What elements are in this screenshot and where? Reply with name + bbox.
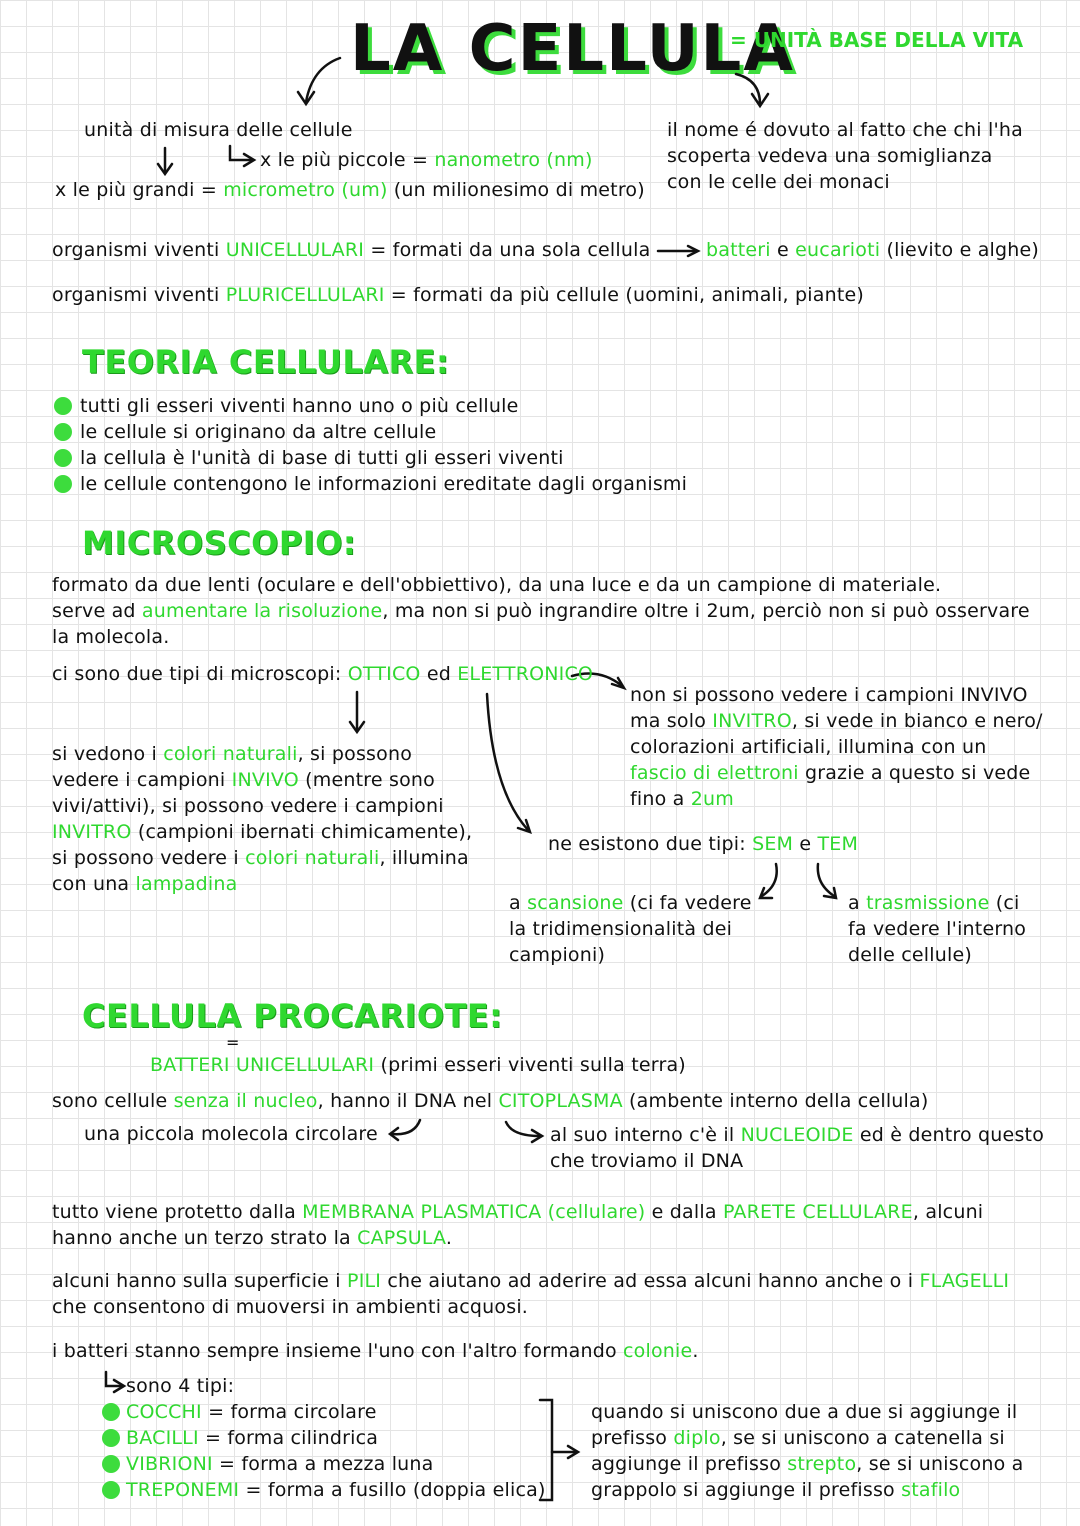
ott-4b: (campioni ibernati chimicamente),: [131, 821, 473, 843]
pref-3c: , se si uniscono a: [856, 1453, 1024, 1475]
ott-2c: (mentre sono: [298, 769, 435, 791]
teoria-item: tutti gli esseri viventi hanno uno o più cellule: [80, 395, 519, 417]
pref-4a: grappolo si aggiunge il prefisso: [591, 1479, 902, 1501]
uni-tail: (lievito e alghe): [880, 239, 1040, 261]
micro-p1: formato da due lenti (oculare e dell'obbiettivo), da una luce e da un campione di materiale.: [52, 574, 942, 596]
el-2b: INVITRO: [712, 710, 792, 732]
p6c: .: [692, 1340, 699, 1362]
sem-1b: scansione: [527, 892, 624, 914]
ott-5b: colori naturali: [245, 847, 380, 869]
form-item: [126, 1399, 377, 1425]
pluri-prefix: organismi viventi: [52, 284, 226, 306]
arrow-nucleoide: [506, 1122, 540, 1136]
sem-1a: a: [509, 892, 528, 914]
proc-p6: [52, 1338, 699, 1364]
p2c: (cellulare): [541, 1201, 646, 1223]
teoria-item: le cellule contengono le informazioni ereditate dagli organismi: [80, 473, 688, 495]
ottico-line5: [52, 845, 469, 871]
nuc-1b: NUCLEOIDE: [740, 1124, 854, 1146]
sem-line2: la tridimensionalità dei: [509, 918, 733, 940]
batteri-a: BATTERI UNICELLULARI: [150, 1054, 375, 1076]
el-2c: , si vede in bianco e nero/: [791, 710, 1043, 732]
two-sem: SEM: [752, 833, 794, 855]
elettronico-line5: [630, 786, 734, 812]
sem-tem-line: [548, 831, 858, 857]
unicellulari-line: [52, 237, 650, 263]
bullet-dot: [102, 1403, 120, 1421]
pref-2c: , se si uniscono a catenella si: [720, 1427, 1005, 1449]
two-a: ne esistono due tipi:: [548, 833, 753, 855]
nuc-1c: ed è dentro questo: [853, 1124, 1045, 1146]
microscopio-heading: MICROSCOPIO:: [82, 524, 357, 562]
form-name: COCCHI: [126, 1401, 202, 1423]
units-big-line: [55, 177, 645, 203]
name-origin-line1: il nome é dovuto al fatto che chi l'ha: [667, 119, 1023, 141]
p2b: MEMBRANA PLASMATICA: [302, 1201, 542, 1223]
micro-elettronico: ELETTRONICO: [457, 663, 594, 685]
p4c: che aiutano ad aderire ad essa alcuni hanno anche o i: [381, 1270, 920, 1292]
name-origin-line2: scoperta vedeva una somiglianza: [667, 145, 993, 167]
pref-2a: prefisso: [591, 1427, 674, 1449]
units-big-suffix: (un milionesimo di metro): [387, 179, 645, 201]
tem-line3: delle cellule): [848, 944, 972, 966]
bullet-dot: [54, 423, 72, 441]
two-e: e: [793, 833, 818, 855]
micro-p3: la molecola.: [52, 626, 170, 648]
ott-4a: INVITRO: [52, 821, 132, 843]
sem-line3: campioni): [509, 944, 606, 966]
pref-4b: stafilo: [901, 1479, 961, 1501]
micro-types: [52, 661, 593, 687]
form-name: TREPONEMI: [126, 1479, 240, 1501]
unicellulari-examples: [706, 237, 1039, 263]
proc-p2: [52, 1199, 983, 1225]
uni-eucarioti: eucarioti: [795, 239, 881, 261]
pref-3b: strepto: [787, 1453, 857, 1475]
bullet-dot: [54, 449, 72, 467]
units-small-line: [260, 147, 593, 173]
el-5a: fino a: [630, 788, 691, 810]
teoria-heading: TEORIA CELLULARE:: [82, 343, 450, 381]
batteri-b: (primi esseri viventi sulla terra): [374, 1054, 686, 1076]
ott-6a: con una: [52, 873, 136, 895]
teoria-item: le cellule si originano da altre cellule: [80, 421, 437, 443]
arrow-elettronico-down: [487, 694, 528, 830]
batteri-line: [150, 1052, 686, 1078]
ott-5a: si possono vedere i: [52, 847, 246, 869]
arrow-molecola: [392, 1120, 420, 1134]
form-item: [126, 1451, 434, 1477]
uni-batteri: batteri: [706, 239, 771, 261]
units-small-prefix: x le più piccole =: [260, 149, 435, 171]
tipi-line: sono 4 tipi:: [126, 1375, 235, 1397]
teoria-item: la cellula è l'unità di base di tutti gli esseri viventi: [80, 447, 564, 469]
elettronico-line1: non si possono vedere i campioni INVIVO: [630, 684, 1028, 706]
p6b: colonie: [623, 1340, 693, 1362]
p1e: (ambente interno della cellula): [622, 1090, 929, 1112]
pref-3a: aggiunge il prefisso: [591, 1453, 788, 1475]
units-heading: unità di misura delle cellule: [84, 119, 353, 141]
proc-p5: che consentono di muoversi in ambienti acquosi.: [52, 1296, 529, 1318]
units-big-unit: micrometro (um): [223, 179, 388, 201]
proc-p3: [52, 1225, 452, 1251]
prefix-line3: [591, 1451, 1023, 1477]
pluri-key: PLURICELLULARI: [225, 284, 385, 306]
p2e: PARETE CELLULARE: [722, 1201, 913, 1223]
form-name: BACILLI: [126, 1427, 199, 1449]
tem-line1: [848, 890, 1020, 916]
micro-ed: ed: [420, 663, 458, 685]
uni-key: UNICELLULARI: [225, 239, 365, 261]
p3b: CAPSULA: [357, 1227, 446, 1249]
p3a: hanno anche un terzo strato la: [52, 1227, 358, 1249]
form-name: VIBRIONI: [126, 1453, 213, 1475]
ott-1a: si vedono i: [52, 743, 164, 765]
nucleoide-line1: [550, 1122, 1044, 1148]
micro-types-a: ci sono due tipi di microscopi:: [52, 663, 348, 685]
p1b: senza il nucleo: [173, 1090, 318, 1112]
el-4b: grazie a questo si vede: [798, 762, 1031, 784]
form-desc: = forma cilindrica: [198, 1427, 379, 1449]
page-subtitle: = UNITÀ BASE DELLA VITA: [730, 28, 1024, 52]
bullet-dot: [54, 475, 72, 493]
two-tem: TEM: [817, 833, 859, 855]
p1c: , hanno il DNA nel: [317, 1090, 499, 1112]
micro-p2b: aumentare la risoluzione: [141, 600, 383, 622]
elettronico-line3: colorazioni artificiali, illumina con un: [630, 736, 987, 758]
uni-text: = formati da una sola cellula: [364, 239, 651, 261]
arrow-sem: [762, 864, 777, 896]
p2d: e dalla: [645, 1201, 723, 1223]
nuc-1a: al suo interno c'è il: [550, 1124, 741, 1146]
tem-1c: (ci: [989, 892, 1020, 914]
micro-ottico: OTTICO: [347, 663, 421, 685]
page-title: LA CELLULA: [350, 12, 795, 86]
ott-1b: colori naturali: [163, 743, 298, 765]
prefix-line2: [591, 1425, 1005, 1451]
p4d: FLAGELLI: [919, 1270, 1010, 1292]
uni-prefix: organismi viventi: [52, 239, 226, 261]
molecola-line: una piccola molecola circolare: [84, 1123, 378, 1145]
form-item: [126, 1477, 546, 1503]
uni-e: e: [770, 239, 796, 261]
name-origin-line3: con le celle dei monaci: [667, 171, 890, 193]
prefix-line1: quando si uniscono due a due si aggiunge il: [591, 1401, 1018, 1423]
ottico-line6: [52, 871, 238, 897]
form-item: [126, 1425, 378, 1451]
proc-p1: [52, 1088, 928, 1114]
ott-2b: INVIVO: [231, 769, 299, 791]
el-5b: 2um: [690, 788, 735, 810]
proc-p4: [52, 1268, 1009, 1294]
form-desc: = forma a fusillo (doppia elica): [239, 1479, 546, 1501]
elettronico-line2: [630, 708, 1043, 734]
form-desc: = forma a mezza luna: [212, 1453, 434, 1475]
tem-1b: trasmissione: [866, 892, 990, 914]
prefix-line4: [591, 1477, 960, 1503]
bullet-dot: [102, 1455, 120, 1473]
procariote-equals: =: [226, 1033, 240, 1052]
procariote-heading: CELLULA PROCARIOTE:: [82, 997, 503, 1035]
bullet-dot: [54, 397, 72, 415]
ott-1c: , si possono: [297, 743, 413, 765]
micro-p2a: serve ad: [52, 600, 142, 622]
p4a: alcuni hanno sulla superficie i: [52, 1270, 348, 1292]
ott-5c: , illumina: [379, 847, 469, 869]
micro-p2c: , ma non si può ingrandire oltre i 2um, perciò non si può osservare: [382, 600, 1030, 622]
pluri-text: = formati da più cellule (uomini, animali, piante): [384, 284, 864, 306]
sem-line1: [509, 890, 752, 916]
p2f: , alcuni: [912, 1201, 984, 1223]
el-4a: fascio di elettroni: [630, 762, 799, 784]
bullet-dot: [102, 1429, 120, 1447]
p2a: tutto viene protetto dalla: [52, 1201, 303, 1223]
form-desc: = forma circolare: [201, 1401, 377, 1423]
ott-2a: vedere i campioni: [52, 769, 232, 791]
pref-2b: diplo: [673, 1427, 721, 1449]
ottico-line1: [52, 741, 412, 767]
ottico-line4: [52, 819, 472, 845]
p1d: CITOPLASMA: [498, 1090, 623, 1112]
sem-1c: (ci fa vedere: [623, 892, 752, 914]
nucleoide-line2: che troviamo il DNA: [550, 1150, 744, 1172]
ottico-line3: vivi/attivi), si possono vedere i campioni: [52, 795, 444, 817]
bullet-dot: [102, 1481, 120, 1499]
micro-p2: [52, 598, 1030, 624]
el-2a: ma solo: [630, 710, 713, 732]
p6a: i batteri stanno sempre insieme l'uno con l'altro formando: [52, 1340, 624, 1362]
units-small-unit: nanometro (nm): [434, 149, 593, 171]
tem-line2: fa vedere l'interno: [848, 918, 1027, 940]
ott-6b: lampadina: [135, 873, 238, 895]
pluricellulari-line: [52, 282, 864, 308]
p3c: .: [445, 1227, 453, 1249]
p4b: PILI: [347, 1270, 382, 1292]
p1a: sono cellule: [52, 1090, 174, 1112]
elettronico-line4: [630, 760, 1030, 786]
arrow-tem: [818, 864, 834, 896]
ottico-line2: [52, 767, 435, 793]
tem-1a: a: [848, 892, 867, 914]
units-big-prefix: x le più grandi =: [55, 179, 224, 201]
